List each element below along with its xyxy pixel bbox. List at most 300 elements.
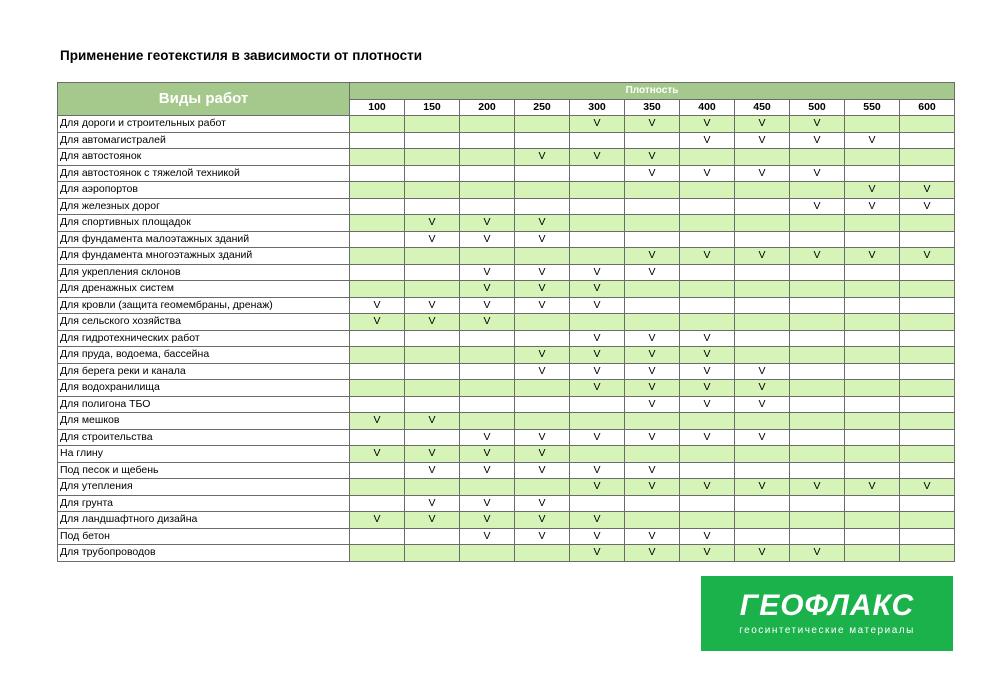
table-row — [58, 132, 955, 149]
density-mark-cell: V — [680, 363, 735, 380]
company-logo — [701, 576, 953, 651]
density-mark-cell: V — [515, 512, 570, 529]
density-mark-cell: V — [735, 380, 790, 397]
density-mark-cell — [515, 413, 570, 430]
work-type-label: Для грунта — [58, 495, 350, 512]
table-row — [58, 165, 955, 182]
density-mark-cell — [735, 512, 790, 529]
density-mark-cell — [460, 347, 515, 364]
density-mark-cell — [680, 314, 735, 331]
density-mark-cell — [350, 330, 405, 347]
density-100: 100 — [350, 99, 405, 116]
work-type-label: Для кровли (защита геомембраны, дренаж) — [58, 297, 350, 314]
density-mark-cell: V — [570, 116, 625, 133]
density-400: 400 — [680, 99, 735, 116]
density-mark-cell — [350, 347, 405, 364]
header-row-top — [58, 83, 955, 100]
density-250: 250 — [515, 99, 570, 116]
density-200: 200 — [460, 99, 515, 116]
density-mark-cell: V — [625, 479, 680, 496]
density-mark-cell — [515, 182, 570, 199]
density-mark-cell — [405, 149, 460, 166]
density-mark-cell — [900, 215, 955, 232]
density-mark-cell: V — [625, 462, 680, 479]
density-mark-cell — [845, 231, 900, 248]
density-mark-cell — [845, 429, 900, 446]
density-mark-cell — [845, 297, 900, 314]
density-mark-cell: V — [460, 314, 515, 331]
density-mark-cell — [570, 182, 625, 199]
density-mark-cell — [845, 281, 900, 298]
work-type-label: Для фундамента многоэтажных зданий — [58, 248, 350, 265]
density-mark-cell — [570, 132, 625, 149]
table-row — [58, 116, 955, 133]
density-mark-cell — [405, 116, 460, 133]
density-mark-cell: V — [460, 297, 515, 314]
density-mark-cell: V — [350, 512, 405, 529]
density-mark-cell — [790, 149, 845, 166]
density-mark-cell — [900, 297, 955, 314]
work-type-label: Для фундамента малоэтажных зданий — [58, 231, 350, 248]
density-mark-cell — [790, 231, 845, 248]
density-mark-cell: V — [405, 512, 460, 529]
density-mark-cell: V — [845, 248, 900, 265]
density-mark-cell — [350, 495, 405, 512]
density-mark-cell: V — [460, 495, 515, 512]
density-mark-cell: V — [405, 462, 460, 479]
density-mark-cell — [900, 462, 955, 479]
density-mark-cell — [790, 495, 845, 512]
density-mark-cell: V — [625, 149, 680, 166]
density-mark-cell: V — [570, 512, 625, 529]
density-mark-cell — [405, 429, 460, 446]
density-mark-cell — [460, 413, 515, 430]
density-mark-cell — [900, 363, 955, 380]
density-mark-cell: V — [570, 149, 625, 166]
density-mark-cell: V — [460, 231, 515, 248]
work-type-label: Для аэропортов — [58, 182, 350, 199]
density-mark-cell — [405, 165, 460, 182]
density-mark-cell: V — [735, 479, 790, 496]
density-mark-cell — [350, 396, 405, 413]
work-type-label: Для автостоянок — [58, 149, 350, 166]
work-type-label: Для спортивных площадок — [58, 215, 350, 232]
density-mark-cell — [845, 545, 900, 562]
density-mark-cell — [460, 545, 515, 562]
density-mark-cell — [900, 528, 955, 545]
density-mark-cell — [790, 413, 845, 430]
density-mark-cell — [790, 215, 845, 232]
density-mark-cell: V — [735, 248, 790, 265]
density-mark-cell: V — [790, 198, 845, 215]
density-mark-cell — [350, 116, 405, 133]
density-mark-cell — [515, 479, 570, 496]
density-mark-cell — [735, 495, 790, 512]
density-mark-cell — [625, 182, 680, 199]
density-mark-cell: V — [515, 264, 570, 281]
density-mark-cell — [735, 462, 790, 479]
density-mark-cell — [735, 215, 790, 232]
density-mark-cell: V — [790, 248, 845, 265]
density-mark-cell — [845, 462, 900, 479]
density-mark-cell: V — [405, 446, 460, 463]
work-type-label: Для строительства — [58, 429, 350, 446]
density-mark-cell — [625, 297, 680, 314]
density-mark-cell — [680, 231, 735, 248]
density-mark-cell — [350, 429, 405, 446]
density-mark-cell — [515, 396, 570, 413]
density-mark-cell: V — [680, 116, 735, 133]
density-mark-cell: V — [735, 396, 790, 413]
density-mark-cell — [515, 198, 570, 215]
table-row — [58, 429, 955, 446]
work-type-label: Для дренажных систем — [58, 281, 350, 298]
density-mark-cell — [735, 198, 790, 215]
density-mark-cell — [680, 264, 735, 281]
table-row — [58, 512, 955, 529]
work-type-label: Для дороги и строительных работ — [58, 116, 350, 133]
density-mark-cell: V — [845, 479, 900, 496]
density-mark-cell: V — [570, 545, 625, 562]
density-mark-cell: V — [350, 413, 405, 430]
density-mark-cell — [625, 512, 680, 529]
density-mark-cell: V — [625, 396, 680, 413]
density-mark-cell: V — [625, 429, 680, 446]
density-mark-cell: V — [405, 314, 460, 331]
density-mark-cell: V — [625, 165, 680, 182]
density-mark-cell: V — [570, 429, 625, 446]
density-mark-cell — [900, 446, 955, 463]
density-mark-cell — [405, 248, 460, 265]
table-row — [58, 215, 955, 232]
density-mark-cell: V — [900, 479, 955, 496]
density-mark-cell — [790, 380, 845, 397]
table-row — [58, 182, 955, 199]
density-mark-cell: V — [515, 462, 570, 479]
table-row — [58, 413, 955, 430]
density-300: 300 — [570, 99, 625, 116]
density-mark-cell — [845, 396, 900, 413]
density-mark-cell — [845, 363, 900, 380]
density-mark-cell — [735, 314, 790, 331]
density-mark-cell — [680, 215, 735, 232]
work-type-label: Под песок и щебень — [58, 462, 350, 479]
density-mark-cell — [900, 330, 955, 347]
density-mark-cell — [790, 446, 845, 463]
table-row — [58, 380, 955, 397]
density-mark-cell: V — [405, 215, 460, 232]
density-150: 150 — [405, 99, 460, 116]
density-mark-cell — [570, 165, 625, 182]
density-mark-cell: V — [845, 182, 900, 199]
density-mark-cell: V — [735, 363, 790, 380]
work-type-label: Для железных дорог — [58, 198, 350, 215]
density-mark-cell — [790, 512, 845, 529]
density-mark-cell — [845, 413, 900, 430]
table-row — [58, 198, 955, 215]
density-mark-cell — [680, 413, 735, 430]
density-mark-cell — [680, 297, 735, 314]
density-mark-cell: V — [900, 182, 955, 199]
work-type-label: Для трубопроводов — [58, 545, 350, 562]
density-mark-cell: V — [570, 347, 625, 364]
density-mark-cell — [625, 231, 680, 248]
density-mark-cell: V — [570, 297, 625, 314]
density-mark-cell — [625, 281, 680, 298]
density-mark-cell — [350, 215, 405, 232]
density-mark-cell — [900, 281, 955, 298]
density-mark-cell — [900, 380, 955, 397]
density-mark-cell — [845, 446, 900, 463]
table-row — [58, 545, 955, 562]
density-mark-cell — [625, 495, 680, 512]
density-mark-cell — [900, 429, 955, 446]
density-mark-cell: V — [790, 165, 845, 182]
density-mark-cell: V — [790, 545, 845, 562]
density-mark-cell: V — [625, 330, 680, 347]
density-mark-cell — [460, 165, 515, 182]
density-mark-cell — [680, 446, 735, 463]
density-mark-cell: V — [515, 231, 570, 248]
density-mark-cell — [790, 462, 845, 479]
density-mark-cell — [900, 396, 955, 413]
density-mark-cell — [680, 512, 735, 529]
density-mark-cell — [350, 528, 405, 545]
density-mark-cell — [900, 512, 955, 529]
density-mark-cell — [735, 413, 790, 430]
work-type-label: Для утепления — [58, 479, 350, 496]
density-mark-cell — [350, 281, 405, 298]
density-mark-cell — [900, 116, 955, 133]
density-mark-cell: V — [625, 248, 680, 265]
density-mark-cell: V — [570, 264, 625, 281]
work-type-label: Для автомагистралей — [58, 132, 350, 149]
density-mark-cell — [570, 231, 625, 248]
density-mark-cell — [460, 380, 515, 397]
density-mark-cell — [515, 132, 570, 149]
density-mark-cell — [515, 380, 570, 397]
density-mark-cell — [735, 330, 790, 347]
density-mark-cell — [845, 149, 900, 166]
logo-name: ГЕОФЛАКС — [739, 589, 915, 622]
density-mark-cell: V — [460, 528, 515, 545]
density-mark-cell — [680, 149, 735, 166]
density-mark-cell — [900, 347, 955, 364]
density-mark-cell — [570, 248, 625, 265]
density-mark-cell — [680, 198, 735, 215]
density-mark-cell — [515, 116, 570, 133]
density-mark-cell: V — [515, 446, 570, 463]
density-mark-cell: V — [625, 363, 680, 380]
density-mark-cell — [900, 264, 955, 281]
density-mark-cell — [515, 545, 570, 562]
work-type-label: Для гидротехнических работ — [58, 330, 350, 347]
density-mark-cell — [790, 314, 845, 331]
density-mark-cell: V — [625, 347, 680, 364]
work-type-label: Для пруда, водоема, бассейна — [58, 347, 350, 364]
density-mark-cell — [790, 264, 845, 281]
density-mark-cell — [900, 132, 955, 149]
density-mark-cell — [350, 264, 405, 281]
density-mark-cell: V — [735, 132, 790, 149]
table-row — [58, 495, 955, 512]
density-mark-cell — [680, 281, 735, 298]
density-mark-cell: V — [350, 446, 405, 463]
density-mark-cell — [845, 495, 900, 512]
density-mark-cell: V — [350, 297, 405, 314]
density-mark-cell — [735, 528, 790, 545]
density-mark-cell: V — [460, 264, 515, 281]
work-type-label: Для ландшафтного дизайна — [58, 512, 350, 529]
density-mark-cell — [405, 545, 460, 562]
density-mark-cell: V — [570, 462, 625, 479]
density-mark-cell: V — [680, 528, 735, 545]
density-mark-cell — [570, 215, 625, 232]
density-header: Плотность — [350, 83, 955, 100]
density-mark-cell — [405, 396, 460, 413]
density-mark-cell — [735, 231, 790, 248]
density-mark-cell — [680, 495, 735, 512]
density-mark-cell — [790, 396, 845, 413]
work-type-label: Для сельского хозяйства — [58, 314, 350, 331]
density-mark-cell: V — [680, 545, 735, 562]
density-mark-cell: V — [460, 281, 515, 298]
table-row — [58, 264, 955, 281]
density-mark-cell — [900, 149, 955, 166]
density-mark-cell: V — [680, 479, 735, 496]
density-600: 600 — [900, 99, 955, 116]
density-mark-cell: V — [625, 116, 680, 133]
density-mark-cell — [350, 380, 405, 397]
table-row — [58, 330, 955, 347]
density-mark-cell — [405, 132, 460, 149]
density-mark-cell — [735, 264, 790, 281]
table-row — [58, 479, 955, 496]
density-mark-cell — [570, 413, 625, 430]
density-mark-cell — [405, 198, 460, 215]
density-mark-cell — [350, 198, 405, 215]
density-mark-cell — [845, 215, 900, 232]
density-mark-cell — [405, 479, 460, 496]
density-mark-cell — [460, 479, 515, 496]
density-mark-cell: V — [625, 264, 680, 281]
density-mark-cell — [735, 182, 790, 199]
density-mark-cell: V — [680, 347, 735, 364]
density-mark-cell: V — [515, 363, 570, 380]
density-mark-cell — [790, 330, 845, 347]
density-mark-cell — [460, 330, 515, 347]
table-row — [58, 528, 955, 545]
density-mark-cell — [350, 182, 405, 199]
density-mark-cell — [845, 347, 900, 364]
density-mark-cell: V — [515, 495, 570, 512]
table-body — [58, 116, 955, 562]
density-mark-cell — [460, 132, 515, 149]
density-table — [57, 82, 955, 562]
density-mark-cell: V — [790, 132, 845, 149]
density-mark-cell: V — [625, 528, 680, 545]
density-mark-cell — [900, 314, 955, 331]
density-mark-cell: V — [515, 281, 570, 298]
density-450: 450 — [735, 99, 790, 116]
density-mark-cell: V — [570, 363, 625, 380]
density-mark-cell — [460, 248, 515, 265]
density-mark-cell — [515, 330, 570, 347]
density-mark-cell — [845, 165, 900, 182]
density-mark-cell — [460, 363, 515, 380]
density-mark-cell — [625, 314, 680, 331]
density-550: 550 — [845, 99, 900, 116]
density-mark-cell: V — [625, 545, 680, 562]
density-mark-cell — [735, 347, 790, 364]
density-mark-cell — [790, 347, 845, 364]
density-mark-cell: V — [680, 248, 735, 265]
density-mark-cell — [350, 231, 405, 248]
density-mark-cell: V — [735, 545, 790, 562]
density-mark-cell — [900, 413, 955, 430]
density-mark-cell: V — [405, 297, 460, 314]
density-mark-cell — [735, 297, 790, 314]
density-mark-cell — [570, 446, 625, 463]
table-row — [58, 149, 955, 166]
density-500: 500 — [790, 99, 845, 116]
work-type-label: Для автостоянок с тяжелой техникой — [58, 165, 350, 182]
density-mark-cell: V — [845, 198, 900, 215]
table-row — [58, 231, 955, 248]
density-mark-cell — [515, 165, 570, 182]
density-mark-cell — [845, 116, 900, 133]
logo-tagline: геосинтетические материалы — [739, 625, 915, 636]
work-type-label: Для водохранилища — [58, 380, 350, 397]
density-mark-cell: V — [515, 149, 570, 166]
density-mark-cell — [350, 462, 405, 479]
density-mark-cell — [790, 182, 845, 199]
work-type-label: Для мешков — [58, 413, 350, 430]
density-mark-cell — [845, 380, 900, 397]
density-mark-cell — [625, 132, 680, 149]
density-mark-cell — [625, 198, 680, 215]
density-mark-cell: V — [405, 231, 460, 248]
density-mark-cell: V — [790, 479, 845, 496]
density-mark-cell — [405, 182, 460, 199]
density-mark-cell — [900, 165, 955, 182]
density-mark-cell: V — [570, 528, 625, 545]
density-mark-cell: V — [570, 479, 625, 496]
density-mark-cell — [460, 149, 515, 166]
density-mark-cell: V — [405, 495, 460, 512]
density-mark-cell: V — [790, 116, 845, 133]
density-mark-cell — [350, 479, 405, 496]
density-mark-cell: V — [515, 215, 570, 232]
density-mark-cell — [405, 363, 460, 380]
density-mark-cell — [405, 347, 460, 364]
density-mark-cell — [900, 495, 955, 512]
density-mark-cell — [735, 149, 790, 166]
density-mark-cell: V — [460, 446, 515, 463]
density-mark-cell — [350, 165, 405, 182]
density-mark-cell — [460, 182, 515, 199]
density-mark-cell — [735, 281, 790, 298]
density-mark-cell — [790, 429, 845, 446]
density-mark-cell: V — [735, 165, 790, 182]
density-mark-cell: V — [680, 380, 735, 397]
density-mark-cell: V — [900, 198, 955, 215]
density-mark-cell: V — [680, 330, 735, 347]
density-mark-cell: V — [570, 281, 625, 298]
table-row — [58, 462, 955, 479]
density-mark-cell: V — [570, 380, 625, 397]
density-mark-cell: V — [350, 314, 405, 331]
